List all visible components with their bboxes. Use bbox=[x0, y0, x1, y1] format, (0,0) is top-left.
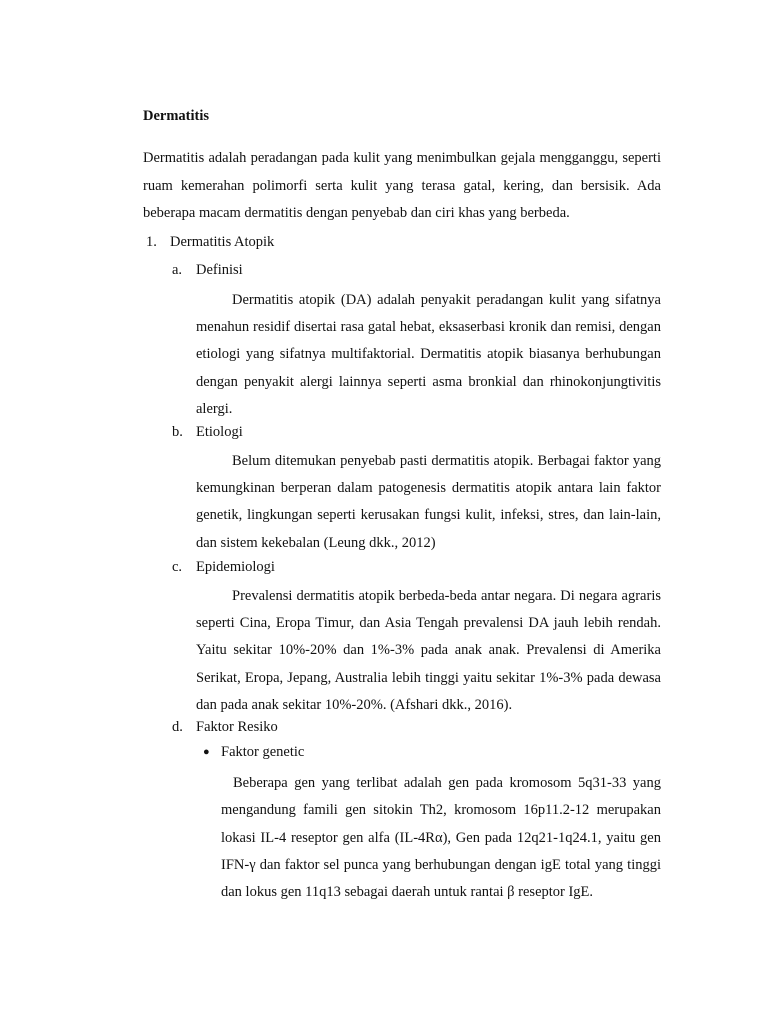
subheading-text: Etiologi bbox=[196, 424, 243, 440]
subheading-definisi bbox=[172, 262, 243, 279]
bullet-label: Faktor genetic bbox=[221, 744, 305, 760]
subheading-epidemiologi bbox=[172, 559, 275, 576]
subheading-letter: a. bbox=[172, 262, 183, 278]
paragraph-epidemiologi: Prevalensi dermatitis atopik berbeda-beda antar negara. Di negara agraris seperti Cina, Eropa Timur, dan Asia Tengah prevalensi DA jauh lebih rendah. Yaitu sekitar 10%-20% dan 1%-3% pada anak anak. Prevalensi di Amerika Serikat, Eropa, Jepang, Australia lebih tinggi yaitu sekitar 1%-3% pada dewasa dan pada anak sekitar 10%-20%. (Afshari dkk., 2016). bbox=[196, 588, 661, 713]
subheading-text: Epidemiologi bbox=[196, 559, 275, 575]
page-title: Dermatitis bbox=[143, 108, 210, 124]
paragraph-faktor-genetic: Beberapa gen yang terlibat adalah gen pada kromosom 5q31-33 yang mengandung famili gen sitokin Th2, kromosom 16p11.2-12 merupakan lokasi IL-4 reseptor gen alfa (IL-4Rα), Gen pada 12q21-1q24.1, yaitu gen IFN-γ dan faktor sel punca yang berhubungan dengan igE total yang tinggi dan lokus gen 11q13 sebagai daerah untuk rantai β reseptor IgE. bbox=[221, 775, 661, 901]
subheading-text: Definisi bbox=[196, 262, 243, 278]
subheading-text: Faktor Resiko bbox=[196, 719, 278, 735]
intro-paragraph: Dermatitis adalah peradangan pada kulit yang menimbulkan gejala mengganggu, seperti ruam kemerahan polimorfi serta kulit yang terasa gatal, kering, dan bersisik. Ada beberapa macam dermatitis dengan penyebab dan ciri khas yang berbeda. bbox=[143, 150, 661, 221]
bullet-dot-icon: ● bbox=[203, 746, 210, 758]
subheading-letter: d. bbox=[172, 719, 183, 735]
subheading-letter: b. bbox=[172, 424, 183, 440]
section-heading-dermatitis-atopik bbox=[146, 234, 274, 251]
paragraph-definisi: Dermatitis atopik (DA) adalah penyakit peradangan kulit yang sifatnya menahun residif disertai rasa gatal hebat, eksaserbasi kronik dan remisi, dengan etiologi yang sifatnya multifaktorial. Dermatitis atopik biasanya berhubungan dengan penyakit alergi lainnya seperti asma bronkial dan rhinokonjungtivitis alergi. bbox=[196, 292, 661, 417]
subheading-letter: c. bbox=[172, 559, 183, 575]
subheading-etiologi bbox=[172, 424, 243, 441]
section-heading-text: Dermatitis Atopik bbox=[170, 234, 275, 250]
section-number: 1. bbox=[146, 234, 157, 250]
paragraph-etiologi: Belum ditemukan penyebab pasti dermatitis atopik. Berbagai faktor yang kemungkinan berperan dalam patogenesis dermatitis atopik antara lain faktor genetik, lingkungan seperti kerusakan fungsi kulit, infeksi, stres, dan lain-lain, dan sistem kekebalan (Leung dkk., 2012) bbox=[196, 453, 661, 551]
subheading-faktor-resiko bbox=[172, 719, 278, 736]
bullet-faktor-genetic bbox=[203, 744, 304, 761]
